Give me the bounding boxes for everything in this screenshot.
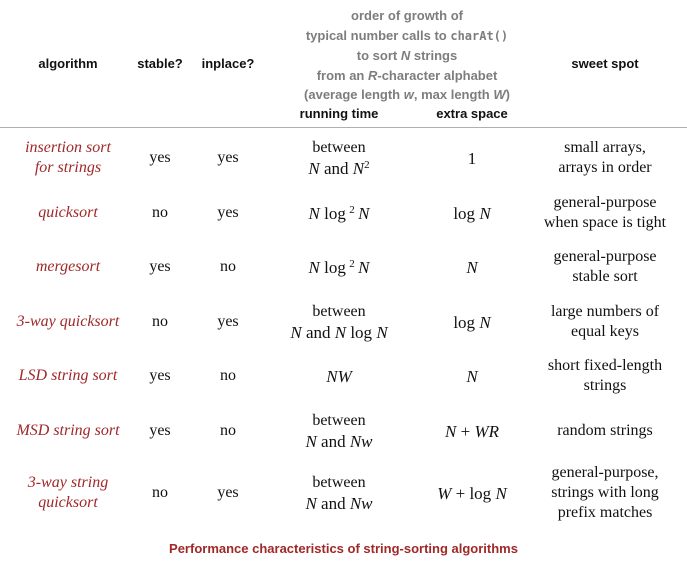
extra-space: N (466, 257, 478, 277)
running-time: N log $^2$ N (308, 257, 370, 277)
table-row (0, 131, 687, 185)
sweet-spot: random strings (557, 422, 653, 439)
extra-space: log N (453, 312, 491, 332)
growth-line-5: (average length w, max length W) (304, 87, 510, 102)
sweet-spot: large numbers of equal keys (550, 303, 660, 340)
extra-space: 1 (467, 148, 477, 168)
sweet-spot: short fixed-length strings (547, 357, 663, 394)
running-time: between N and Nw (305, 411, 373, 451)
table-row (0, 295, 687, 349)
extra-space: W + log N (437, 483, 507, 503)
growth-line-4: from an R-character alphabet (316, 67, 498, 83)
sweet-spot: general-purpose, strings with long prefix matches (551, 464, 659, 521)
algorithm-name: MSD string sort (16, 422, 120, 439)
stable-value: no (152, 484, 168, 501)
algorithm-name: insertion sort for strings (25, 139, 111, 176)
sweet-spot: general-purpose stable sort (553, 248, 657, 285)
running-time: NW (326, 366, 352, 386)
header-stable: stable? (137, 56, 183, 71)
extra-space: N (466, 366, 478, 386)
stable-value: no (152, 313, 168, 330)
stable-value: no (152, 204, 168, 221)
table-caption: Performance characteristics of string-sorting algorithms (169, 541, 518, 556)
header-inplace: inplace? (201, 56, 255, 71)
stable-value: yes (149, 149, 171, 166)
inplace-value: no (220, 258, 236, 275)
running-time: N log $^2$ N (308, 203, 370, 223)
table-row (0, 186, 687, 240)
inplace-value: yes (217, 313, 239, 330)
growth-line-1: order of growth of (351, 8, 463, 23)
header-algorithm: algorithm (38, 56, 98, 71)
algorithm-name: quicksort (38, 204, 98, 221)
running-time: between N and $N^2$ (308, 138, 370, 178)
extra-space: N + WR (445, 421, 499, 441)
inplace-value: yes (217, 204, 239, 221)
algorithm-name: LSD string sort (18, 367, 118, 384)
inplace-value: yes (217, 149, 239, 166)
header-running-time: running time (299, 106, 379, 121)
charat-code: charAt() (450, 28, 509, 43)
algorithm-name: 3-way string quicksort (27, 474, 109, 511)
inplace-value: yes (217, 484, 239, 501)
stable-value: yes (149, 367, 171, 384)
growth-line-3: to sort N strings (356, 48, 458, 63)
header-order-of-growth (272, 6, 542, 105)
header-sweet-spot: sweet spot (571, 56, 639, 71)
running-time: between N and Nw (305, 473, 373, 513)
table-row (0, 240, 687, 294)
growth-line-2: typical number calls to charAt() (305, 27, 509, 43)
header-extra-space: extra space (436, 106, 508, 121)
sweet-spot: general-purpose when space is tight (543, 194, 667, 231)
stable-value: yes (149, 258, 171, 275)
algorithm-name: 3-way quicksort (16, 313, 120, 330)
algorithm-name: mergesort (35, 258, 101, 275)
table-row (0, 404, 687, 458)
table-row (0, 349, 687, 403)
extra-space: log N (453, 203, 491, 223)
inplace-value: no (220, 367, 236, 384)
inplace-value: no (220, 422, 236, 439)
sweet-spot: small arrays, arrays in order (558, 139, 652, 176)
running-time: between N and N log N (290, 302, 388, 342)
table-row (0, 461, 687, 525)
header-divider (0, 127, 687, 128)
stable-value: yes (149, 422, 171, 439)
